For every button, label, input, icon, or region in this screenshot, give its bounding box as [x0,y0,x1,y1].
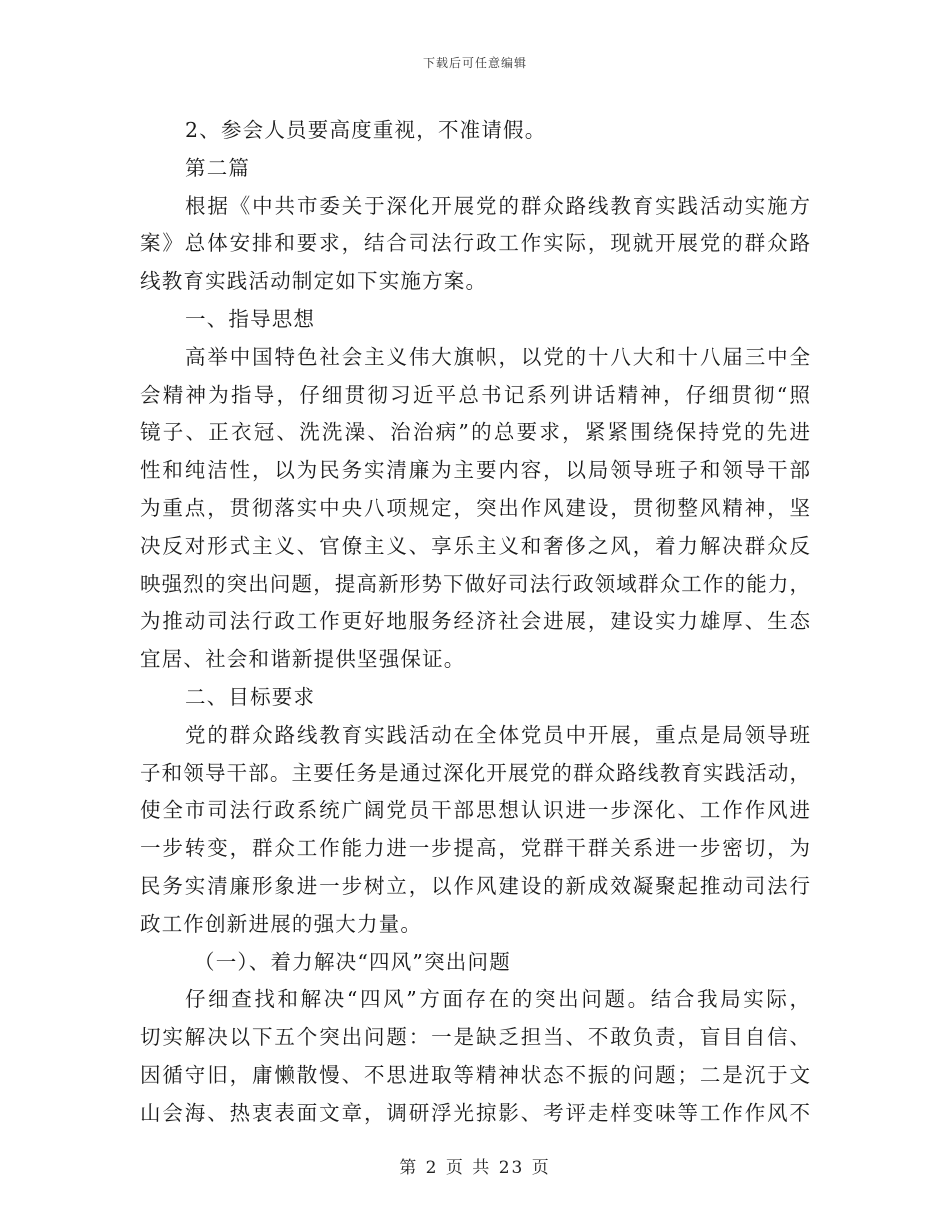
footer-suffix: 页 [531,1158,551,1178]
paragraph-line: 会精神为指导，仔细贯彻习近平总书记系列讲话精神，仔细贯彻“照 [140,382,810,407]
footer-middle: 页 共 [445,1158,492,1178]
paragraph-line: 映强烈的突出问题，提高新形势下做好司法行政领域群众工作的能力， [140,571,810,596]
paragraph-line: 高举中国特色社会主义伟大旗帜，以党的十八大和十八届三中全 [185,344,810,369]
paragraph-line: 仔细查找和解决“四风”方面存在的突出问题。结合我局实际， [185,987,810,1012]
paragraph-line: 性和纯洁性，以为民务实清廉为主要内容，以局领导班子和领导干部 [140,458,810,483]
paragraph-line: 政工作创新进展的强大力量。 [140,911,423,936]
paragraph-line: 为推动司法行政工作更好地服务经济社会进展，建设实力雄厚、生态 [140,609,810,634]
paragraph-line: 切实解决以下五个突出问题：一是缺乏担当、不敢负责，盲目自信、 [140,1025,810,1050]
paragraph-line: 宜居、社会和谐新提供坚强保证。 [140,647,466,672]
paragraph-line: 根据《中共市委关于深化开展党的群众路线教育实践活动实施方 [185,193,810,218]
page-footer [0,1153,950,1178]
section-heading: 第二篇 [185,155,251,180]
section-heading: 二、目标要求 [185,684,316,709]
footer-prefix: 第 [399,1158,419,1178]
paragraph-line: 党的群众路线教育实践活动在全体党员中开展，重点是局领导班 [185,722,810,747]
paragraph-line: 2、参会人员要高度重视，不准请假。 [185,118,547,142]
paragraph-line: 为重点，贯彻落实中央八项规定，突出作风建设，贯彻整风精神，坚 [140,495,810,520]
document-body [140,112,810,1133]
footer-current-page: 2 [425,1158,439,1178]
page-header-note: 下载后可任意编辑 [422,56,527,70]
subsection-heading: （一）、着力解决“四风”突出问题 [194,949,511,974]
paragraph-line: 决反对形式主义、官僚主义、享乐主义和奢侈之风，着力解决群众反 [140,533,810,558]
paragraph-line: 镜子、正衣冠、洗洗澡、治治病”的总要求，紧紧围绕保持党的先进 [140,420,810,445]
paragraph-line: 民务实清廉形象进一步树立，以作风建设的新成效凝聚起推动司法行 [140,873,810,898]
paragraph-line: 线教育实践活动制定如下实施方案。 [140,269,488,294]
section-heading: 一、指导思想 [185,306,316,331]
paragraph-line: 使全市司法行政系统广阔党员干部思想认识进一步深化、工作作风进 [140,798,810,823]
paragraph-line: 山会海、热衷表面文章，调研浮光掠影、考评走样变味等工作作风不 [140,1100,810,1125]
footer-total-pages: 23 [498,1158,525,1178]
paragraph-line: 因循守旧，庸懒散慢、不思进取等精神状态不振的问题；二是沉于文 [140,1062,810,1087]
paragraph-line: 案》总体安排和要求，结合司法行政工作实际，现就开展党的群众路 [140,231,810,256]
paragraph-line: 子和领导干部。主要任务是通过深化开展党的群众路线教育实践活动， [140,760,810,785]
paragraph-line: 一步转变，群众工作能力进一步提高，党群干群关系进一步密切，为 [140,836,810,861]
